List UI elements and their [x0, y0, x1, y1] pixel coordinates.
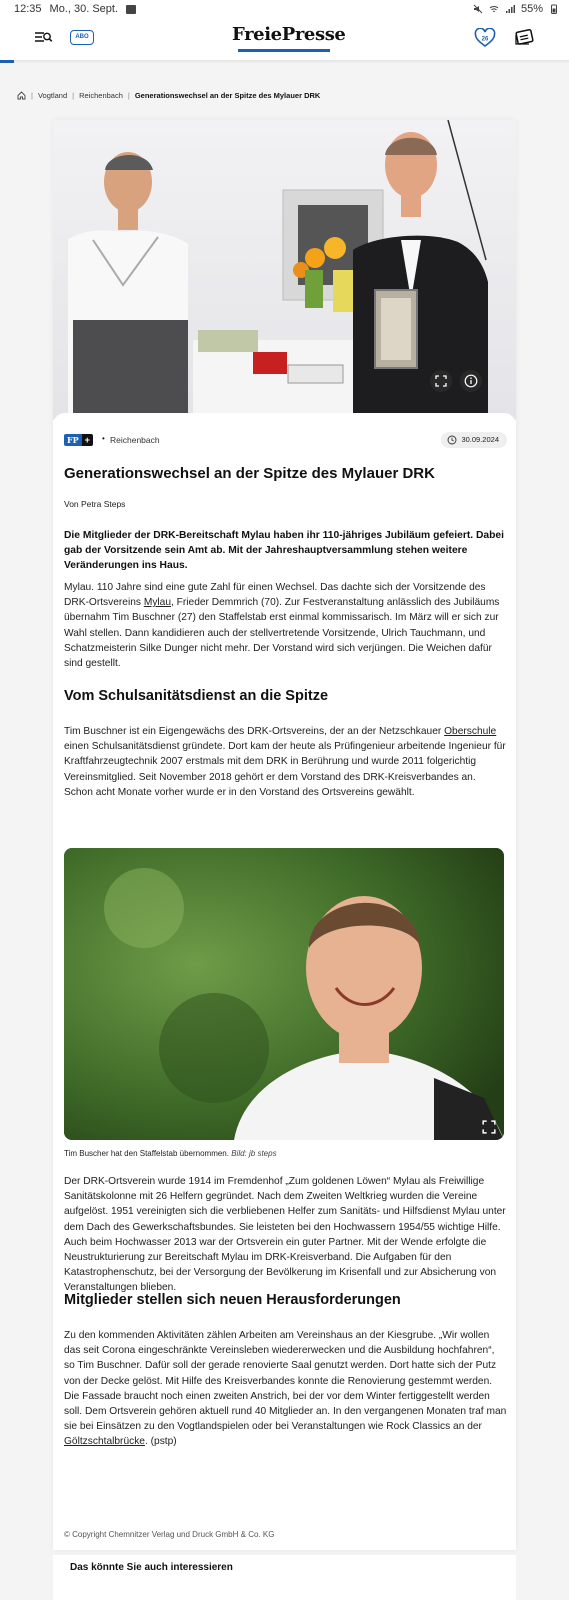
paragraph-2-text-a: Tim Buschner ist ein Eigengewächs des DRK-Ortsvereins, der an der Netzschkauer [64, 726, 445, 737]
expand-icon [435, 375, 447, 387]
abo-button[interactable]: ABO [70, 30, 94, 45]
article-date: 30.09.2024 [461, 435, 499, 444]
subheading-schulsanitaetsdienst: Vom Schulsanitätsdienst an die Spitze [64, 688, 329, 704]
article-paragraph-1 [64, 580, 507, 671]
breadcrumb-separator: | [72, 91, 75, 100]
gallery-notification-icon [126, 5, 136, 14]
inline-image-tim-buschner[interactable] [64, 848, 504, 1140]
status-time: 12:35 [14, 3, 42, 15]
status-date: Mo., 30. Sept. [49, 3, 119, 15]
reading-progress-bar [0, 60, 14, 63]
article-title: Generationswechsel an der Spitze des Mylauer DRK [64, 465, 435, 482]
article-paragraph-2 [64, 724, 507, 800]
wifi-icon [489, 4, 499, 14]
epaper-icon[interactable] [514, 29, 534, 47]
article-paragraph-3: Der DRK-Ortsverein wurde 1914 im Fremdenhof „Zum goldenen Löwen“ Mylau als Freiwillige Sanitätskolonne mit 26 Helfern gegründet. Nach dem Zweiten Weltkrieg wurden die Vereine aufgelöst. 1951 vereinigten sich die verbliebenen Helfer zum Sanitäts- und Hilfsdienst Mylau unter dem Dach des Gewerkschaftsbundes. Sie leisteten bei den Hochwassern 1954/55 wichtige Hilfe. Auch beim Hochwasser 2013 war der Ortsverein ein guter Partner. Mit der Wende erfolgte die Neustrukturierung zur Bereitschaft Mylau im DRK-Kreisverband. Die Aufgaben für den Katastrophenschutz, bei der Versorgung der Bevölkerung im Krisenfall und zur Absicherung von Veranstaltungen blieben. [64, 1176, 506, 1294]
caption-credit: Bild: jb steps [231, 1149, 277, 1158]
content-sheet-edge [53, 413, 516, 433]
article-paragraph-4 [64, 1328, 507, 1450]
clock-icon [447, 435, 457, 445]
paragraph-4-text-b: . (pstp) [144, 1436, 177, 1448]
copyright-notice: © Copyright Chemnitzer Verlag und Druck GmbH & Co. KG [64, 1530, 275, 1539]
recommendations-title: Das könnte Sie auch interessieren [70, 1562, 233, 1573]
fp-plus-badge [64, 434, 93, 446]
breadcrumb-separator: | [127, 91, 130, 100]
breadcrumb-vogtland[interactable]: Vogtland [37, 91, 68, 100]
link-mylau[interactable]: Mylau [143, 597, 172, 609]
article-author: Von Petra Steps [64, 499, 126, 509]
link-goeltzschtalbruecke[interactable]: Göltzschtalbrücke [64, 1436, 145, 1448]
paragraph-1-text-b: , Frieder Demmrich (70). Zur Festveranstaltung anlässlich des Jubiläums übernahm Tim Buschner (27) den Staffelstab erst einmal kommissarisch. Im März will er sich zur Wahl stellen. Dann kandidieren auch der stellvertretende Vorsitzende, Ulrich Tauchmann, und Schatzmeisterin Silke Dunger nicht mehr. Der Vorstand wird sich verjüngen. Die Weichen dafür sind gestellt. [64, 597, 500, 670]
link-oberschule[interactable]: Oberschule [444, 726, 497, 737]
header-divider [0, 60, 569, 64]
subheading-herausforderungen: Mitglieder stellen sich neuen Herausforderungen [64, 1292, 401, 1308]
logo-text: FreiePresse [232, 24, 346, 45]
fp-badge-label: FP [64, 434, 82, 446]
article-ressort[interactable]: Reichenbach [110, 435, 160, 445]
battery-icon [549, 4, 559, 14]
breadcrumb-separator: | [31, 91, 33, 100]
breadcrumb-reichenbach[interactable]: Reichenbach [79, 91, 123, 100]
meta-separator-dot: • [102, 434, 105, 443]
signal-icon [505, 4, 515, 14]
image-caption [64, 1149, 277, 1158]
paragraph-4-text-a: Zu den kommenden Aktivitäten zählen Arbeiten am Vereinshaus an der Kiesgrube. „Wir wollen das seit Corona eingeschränkte Vereinsleben wiedererwecken und die Ausbildung hochfahren“, so Tim Buschner. Dafür soll der gerade renovierte Saal genutzt werden. Dort hatte sich der Putz von der Decke gelöst. Mit Hilfe des Kreisverbandes konnte die Renovierung gestemmt werden. Die Fassade braucht noch einen zweiten Anstrich, bei der vor dem Winter fertiggestellt werden soll. Dem Ortsverein gehören aktuell rund 40 Mitglieder an. In den vergangenen Monaten traf man sie bei Einsätzen zu den Vogtlandspielen oder bei Veranstaltungen wie Rock Classics an der [64, 1330, 507, 1433]
article-meta [64, 432, 507, 448]
notification-count: 26 [481, 36, 489, 43]
hero-image[interactable] [53, 120, 516, 420]
status-bar [0, 0, 569, 20]
article-card [53, 120, 516, 1550]
freie-presse-logo[interactable] [232, 24, 346, 52]
battery-level: 55% [520, 3, 543, 15]
expand-icon[interactable] [482, 1120, 496, 1134]
breadcrumb [17, 91, 320, 100]
menu-search-icon[interactable] [33, 28, 53, 48]
home-icon[interactable] [17, 91, 26, 100]
app-header [0, 20, 569, 60]
mute-icon [473, 4, 483, 14]
paragraph-1-text-a: Mylau. 110 Jahre sind eine gute Zahl für einen Wechsel. Das dachte sich der Vorsitzende des DRK-Ortsvereins [64, 582, 486, 609]
caption-text: Tim Buscher hat den Staffelstab übernommen. [64, 1149, 229, 1158]
recommendations-section [53, 1555, 516, 1600]
logo-underline [238, 49, 330, 52]
hero-fullscreen-button[interactable] [430, 370, 452, 392]
article-lead: Die Mitglieder der DRK-Bereitschaft Mylau haben ihr 110-jähriges Jubiläum gefeiert. Dabei gab der Vorsitzende sein Amt ab. Mit der Jahreshauptversammlung stehen weitere Veränderungen ins Haus. [64, 530, 505, 571]
date-chip [441, 432, 507, 448]
info-icon [464, 374, 478, 388]
paragraph-2-text-b: einen Schulsanitätsdienst gründete. Dort kam der heute als Prüfingenieur arbeitende Ingenieur für Kraftfahrzeugtechnik 2007 erstmals mit dem DRK in Berührung und wurde 2011 folgerichtig Vereinsmitglied. Seit November 2018 gehört er dem Vorstand des DRK-Kreisverbandes an. Schon acht Monate vorher wurde er in den Vorstand des Ortsvereins gewählt. [64, 741, 506, 798]
favorites-heart-icon[interactable] [474, 28, 496, 48]
plus-badge-label: + [82, 434, 93, 446]
portrait-photo [64, 848, 504, 1140]
breadcrumb-current: Generationswechsel an der Spitze des Mylauer DRK [134, 91, 321, 100]
hero-info-button[interactable] [460, 370, 482, 392]
